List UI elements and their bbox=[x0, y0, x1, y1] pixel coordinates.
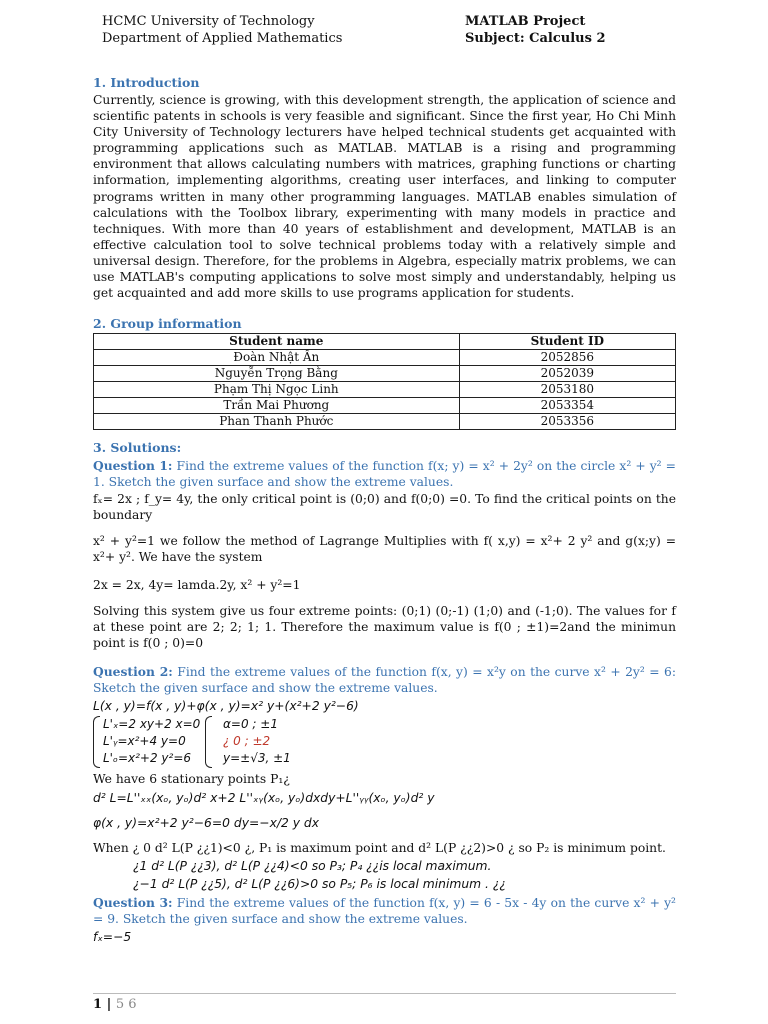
table-row bbox=[94, 366, 676, 382]
solution-3: y=±√3, ±1 bbox=[223, 751, 291, 765]
student-id: 2053180 bbox=[459, 382, 675, 398]
equation-2: L'ᵧ=x²+4 y=0 bbox=[103, 734, 186, 748]
student-name: Phạm Thị Ngọc Linh bbox=[94, 382, 460, 398]
page-number: 1 bbox=[93, 997, 103, 1012]
question-2-label: Question 2: bbox=[93, 664, 173, 679]
q2-second-differential: d² L=L''ₓₓ(xₒ, yₒ)d² x+2 L''ₓᵧ(xₒ, yₒ)dxdy+L''ᵧᵧ(xₒ, yₒ)d² y bbox=[93, 791, 435, 805]
student-id: 2052856 bbox=[459, 350, 675, 366]
table-row bbox=[94, 382, 676, 398]
page-separator: | bbox=[102, 997, 116, 1012]
q2-lagrangian: L(x , y)=f(x , y)+φ(x , y)=x² y+(x²+2 y²−6) bbox=[93, 699, 359, 713]
q1-line-2: x² + y²=1 we follow the method of Lagrange Multiplies with f( x,y) = x²+ 2 y² and g(x;y) = x²+ y². We have the system bbox=[93, 534, 676, 565]
student-id: 2052039 bbox=[459, 366, 675, 382]
student-name: Trần Mai Phương bbox=[94, 398, 460, 414]
q2-line-7: ¿−1 d² L(P ¿¿5), d² L(P ¿¿6)>0 so P₅; P₆ is local minimum . ¿¿ bbox=[133, 877, 506, 891]
student-id: 2053356 bbox=[459, 414, 675, 430]
student-table bbox=[93, 333, 676, 430]
subject-title: Subject: Calculus 2 bbox=[465, 31, 606, 46]
intro-body: Currently, science is growing, with this development strength, the application of science and scientific patents in schools is very feasible and significant. Since the first year, Ho Chi Minh City University of Technology lecturers have helped technical students get acquainted with programming applications such as MATLAB. MATLAB is a rising and programming environment that allows calculating numbers with matrices, graphing functions or charting information, implementing algorithms, creating user interfaces, and linking to computer programs written in many other programming languages. MATLAB enables simulation of calculations with the Toolbox library, experimenting with many models in practice and techniques. With more than 40 years of establishment and development, MATLAB is an effective calculation tool to solve technical problems today with a relatively simple and universal design. Therefore, for the problems in Algebra, especially matrix problems, we can use MATLAB's computing applications to solve most simply and understandably, helping us get acquainted and add more skills to use programs application for students. bbox=[93, 93, 676, 301]
question-3-text: Find the extreme values of the function f(x, y) = 6 - 5x - 4y on the curve x² + y² = 9. Sketch the given surface and show the extreme values. bbox=[93, 896, 676, 927]
solution-1: α=0 ; ±1 bbox=[223, 717, 278, 731]
question-1-text: Find the extreme values of the function f(x; y) = x² + 2y² on the circle x² + y² = 1. Sketch the given surface and show the extreme values. bbox=[93, 459, 676, 490]
solutions-heading: 3. Solutions: bbox=[93, 440, 182, 455]
student-name: Nguyễn Trọng Bằng bbox=[94, 366, 460, 382]
university-name: HCMC University of Technology bbox=[102, 14, 315, 29]
question-2-text: Find the extreme values of the function f(x, y) = x²y on the curve x² + 2y² = 6: Sketch the given surface and show the extreme values. bbox=[93, 665, 676, 696]
question-2 bbox=[93, 664, 676, 696]
intro-heading: 1. Introduction bbox=[93, 75, 200, 90]
q3-line-1: fₓ=−5 bbox=[93, 930, 132, 944]
q1-line-4: Solving this system give us four extreme points: (0;1) (0;-1) (1;0) and (-1;0). The values for f at these point are 2; 2; 1; 1. Therefore the maximum value is f(0 ; ±1)=2and the minimun point is f(0 ; 0)=0 bbox=[93, 604, 676, 651]
right-brace bbox=[205, 716, 212, 768]
q1-line-3: 2x = 2x, 4y= lamda.2y, x² + y²=1 bbox=[93, 578, 301, 592]
page-footer bbox=[93, 993, 676, 1012]
table-row bbox=[94, 414, 676, 430]
q2-constraint: φ(x , y)=x²+2 y²−6=0 dy=−x/2 y dx bbox=[93, 816, 320, 830]
question-3 bbox=[93, 895, 676, 927]
equation-3: L'ₒ=x²+2 y²=6 bbox=[103, 751, 192, 765]
student-name: Đoàn Nhật Ân bbox=[94, 350, 460, 366]
q2-line-6: ¿1 d² L(P ¿¿3), d² L(P ¿¿4)<0 so P₃; P₄ ¿¿is local maximum. bbox=[133, 859, 492, 873]
col-student-id: Student ID bbox=[459, 334, 675, 350]
question-1-label: Question 1: bbox=[93, 458, 173, 473]
project-title: MATLAB Project bbox=[465, 14, 586, 29]
q2-line-2: We have 6 stationary points P₁¿ bbox=[93, 772, 290, 786]
table-row bbox=[94, 350, 676, 366]
q2-system bbox=[93, 716, 676, 768]
q2-line-5: When ¿ 0 d² L(P ¿¿1)<0 ¿, P₁ is maximum point and d² L(P ¿¿2)>0 ¿ so P₂ is minimum point. bbox=[93, 841, 666, 855]
left-brace bbox=[93, 716, 100, 768]
question-3-label: Question 3: bbox=[93, 895, 173, 910]
system-solutions bbox=[223, 716, 291, 767]
q1-line-1: fₓ= 2x ; f_y= 4y, the only critical point is (0;0) and f(0;0) =0. To find the critical points on the boundary bbox=[93, 492, 676, 523]
student-name: Phan Thanh Phước bbox=[94, 414, 460, 430]
table-row bbox=[94, 398, 676, 414]
solution-2: ¿ 0 ; ±2 bbox=[223, 734, 271, 748]
group-heading: 2. Group information bbox=[93, 316, 242, 331]
system-equations bbox=[103, 716, 200, 767]
page-total: 5 6 bbox=[115, 997, 137, 1012]
department-name: Department of Applied Mathematics bbox=[102, 31, 343, 46]
equation-1: L'ₓ=2 xy+2 x=0 bbox=[103, 717, 201, 731]
col-student-name: Student name bbox=[94, 334, 460, 350]
student-id: 2053354 bbox=[459, 398, 675, 414]
question-1 bbox=[93, 458, 676, 490]
